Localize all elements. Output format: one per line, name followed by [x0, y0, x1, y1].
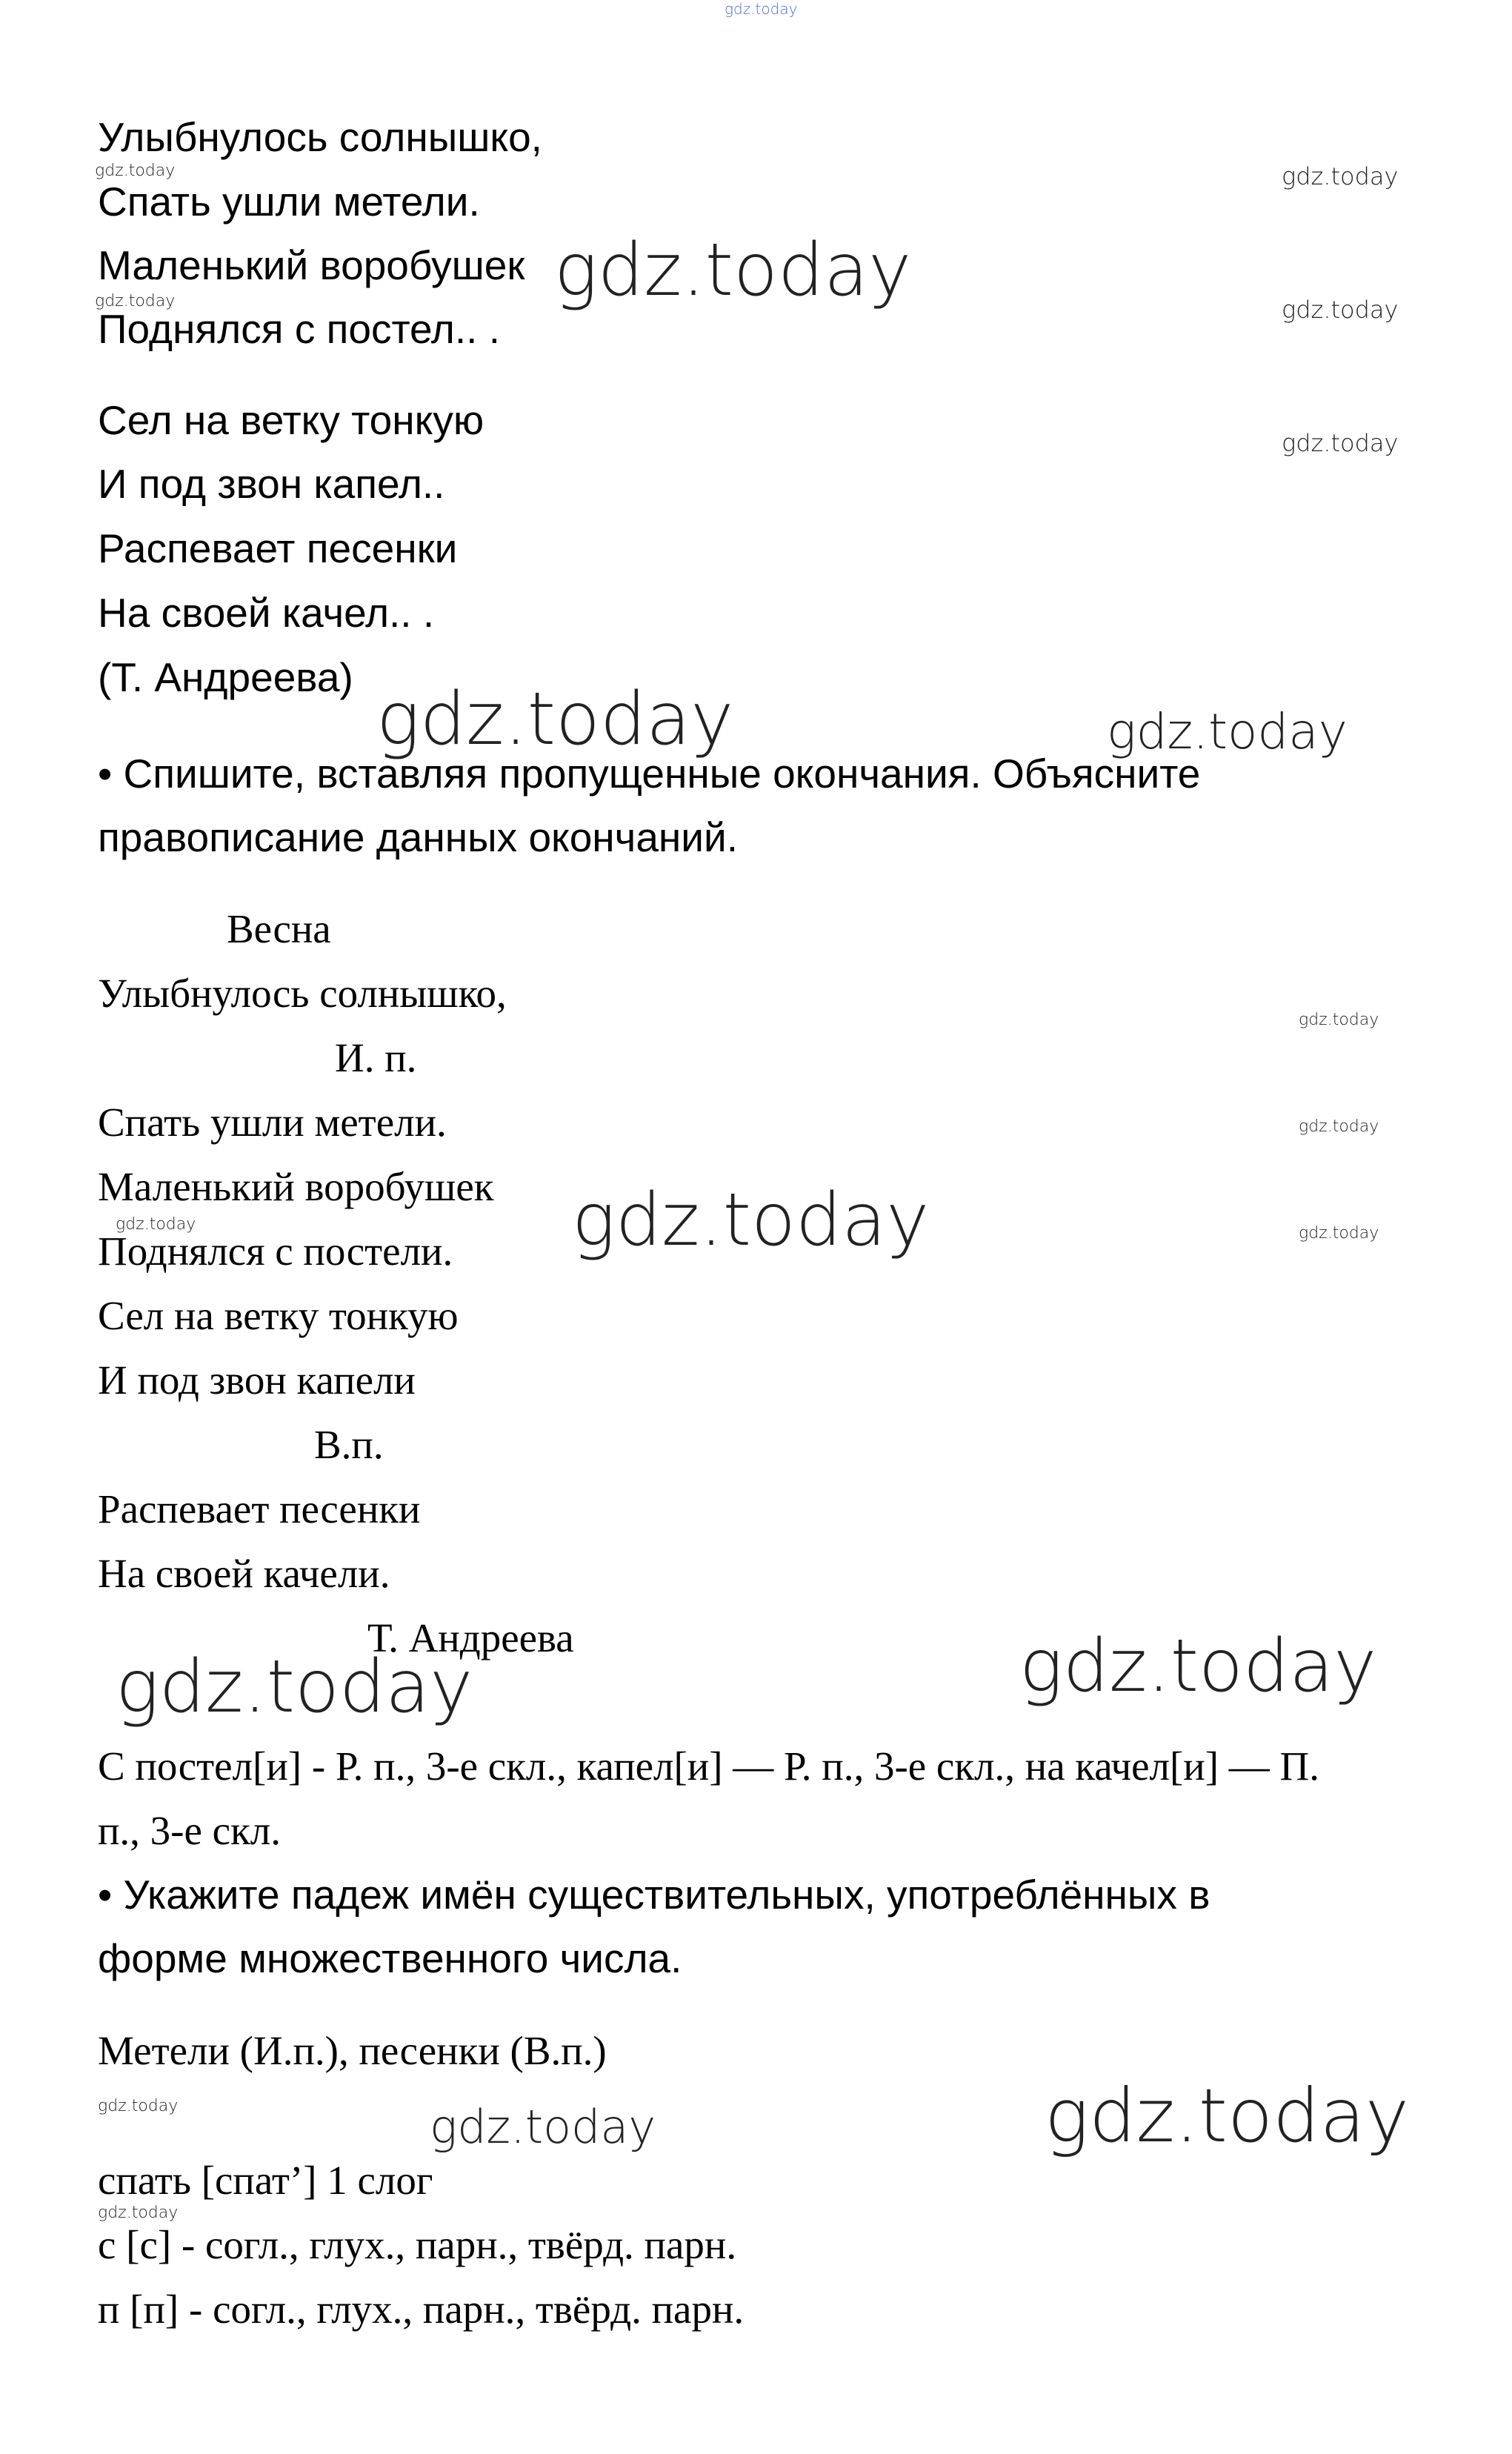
poem-line-5: Сел на ветку тонкую — [98, 397, 484, 443]
watermark: gdz.today — [376, 677, 734, 762]
watermark: gdz.today — [572, 1178, 930, 1263]
instruction-2-line-2: форме множественного числа. — [98, 1935, 682, 1981]
poem-line-3: Маленький воробушек — [98, 242, 525, 288]
poem-line-7: Распевает песенки — [98, 525, 458, 571]
instruction-2-line-1: • Укажите падеж имён существительных, употреблённых в — [98, 1872, 1210, 1918]
watermark: gdz.today — [95, 162, 176, 180]
watermark: gdz.today — [430, 2100, 656, 2154]
instruction-1-line-1: • Спишите, вставляя пропущенные окончания. Объясните — [98, 751, 1201, 797]
watermark: gdz.today — [1045, 2072, 1410, 2159]
watermark: gdz.today — [116, 1215, 196, 1234]
phonetics-line-1: спать [спат’] 1 слог — [98, 2158, 433, 2203]
watermark: gdz.today — [98, 2097, 179, 2115]
answer-line-1: Улыбнулось солнышко, — [98, 971, 507, 1016]
case-note-nominative: И. п. — [335, 1035, 417, 1080]
answer-line-6: И под звон капели — [98, 1357, 416, 1403]
answer-line-4: Поднялся с постели. — [98, 1228, 453, 1274]
watermark: gdz.today — [1282, 429, 1399, 457]
poem-author: (Т. Андреева) — [98, 654, 353, 700]
watermark: gdz.today — [1282, 162, 1399, 190]
answer-author: Т. Андреева — [367, 1615, 574, 1660]
watermark: gdz.today — [1019, 1624, 1377, 1709]
poem-line-6: И под звон капел.. — [98, 461, 445, 507]
answer-line-8: На своей качели. — [98, 1551, 390, 1596]
poem-line-2: Спать ушли метели. — [98, 179, 480, 225]
plural-answer: Метели (И.п.), песенки (В.п.) — [98, 2028, 607, 2073]
answer-title: Весна — [227, 906, 331, 951]
watermark: gdz.today — [116, 1645, 473, 1729]
answer-line-5: Сел на ветку тонкую — [98, 1293, 459, 1338]
instruction-1-line-2: правописание данных окончаний. — [98, 814, 739, 860]
poem-line-4: Поднялся с постел.. . — [98, 306, 501, 352]
phonetics-line-2: с [с] - согл., глух., парн., твёрд. парн. — [98, 2222, 737, 2267]
case-note-accusative: В.п. — [314, 1422, 384, 1467]
explanation-line-1: С постел[и] - Р. п., 3-е скл., капел[и] — Р. п., 3-е скл., на качел[и] — П. — [98, 1743, 1320, 1789]
poem-line-1: Улыбнулось солнышко, — [98, 114, 542, 160]
watermark: gdz.today — [1299, 1224, 1379, 1243]
watermark: gdz.today — [554, 228, 912, 313]
explanation-line-2: п., 3-е скл. — [98, 1808, 281, 1853]
watermark: gdz.today — [1299, 1117, 1379, 1136]
watermark: gdz.today — [1107, 703, 1348, 760]
watermark: gdz.today — [1282, 296, 1399, 324]
watermark: gdz.today — [98, 2204, 179, 2222]
watermark: gdz.today — [95, 292, 176, 310]
watermark: gdz.today — [1299, 1011, 1379, 1029]
answer-line-3: Маленький воробушек — [98, 1164, 494, 1209]
watermark: gdz.today — [725, 0, 798, 18]
poem-line-8: На своей качел.. . — [98, 590, 435, 636]
phonetics-line-3: п [п] - согл., глух., парн., твёрд. парн. — [98, 2287, 745, 2332]
answer-line-2: Спать ушли метели. — [98, 1100, 447, 1145]
answer-line-7: Распевает песенки — [98, 1486, 421, 1532]
